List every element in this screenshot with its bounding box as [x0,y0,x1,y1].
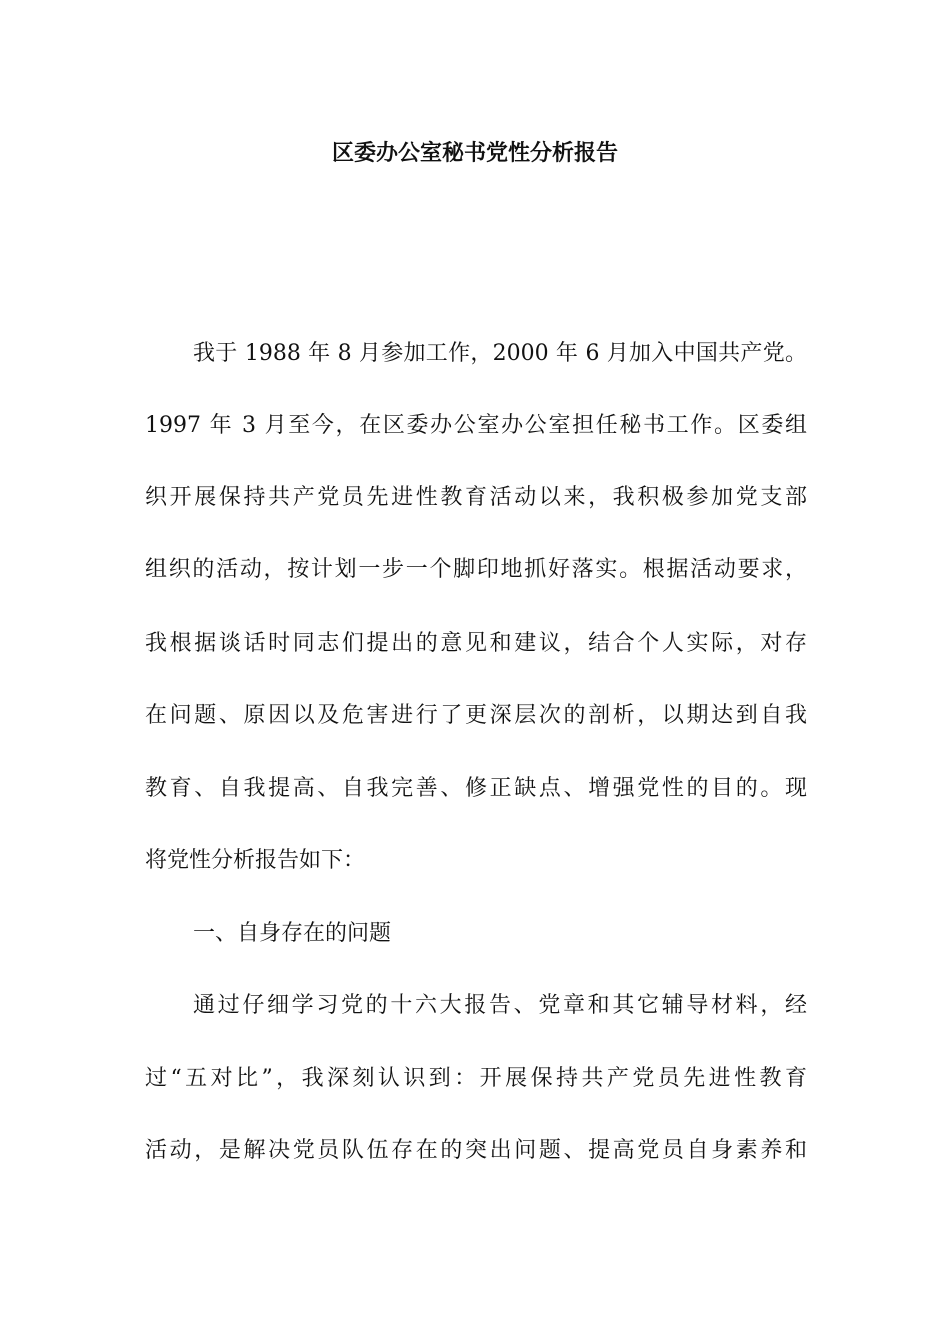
paragraph-line: 过“五对比”，我深刻认识到：开展保持共产党员先进性教育 [145,1066,807,1091]
paragraph-line: 1997 年 3 月至今，在区委办公室办公室担任秘书工作。区委组 [145,413,807,438]
paragraph-line: 织开展保持共产党员先进性教育活动以来，我积极参加党支部 [145,485,807,510]
document-title: 区委办公室秘书党性分析报告 [331,140,618,166]
paragraph-line: 我于 1988 年 8 月参加工作，2000 年 6 月加入中国共产党。 [193,341,807,366]
paragraph-line: 教育、自我提高、自我完善、修正缺点、增强党性的目的。现 [145,776,807,801]
paragraph-line: 通过仔细学习党的十六大报告、党章和其它辅导材料，经 [193,993,807,1018]
paragraph-line: 将党性分析报告如下： [145,848,366,873]
paragraph-line: 组织的活动，按计划一步一个脚印地抓好落实。根据活动要求， [145,557,807,582]
section-heading: 一、自身存在的问题 [193,921,392,946]
paragraph-line: 活动，是解决党员队伍存在的突出问题、提高党员自身素养和 [145,1138,807,1163]
paragraph-line: 我根据谈话时同志们提出的意见和建议，结合个人实际，对存 [145,631,807,656]
paragraph-line: 在问题、原因以及危害进行了更深层次的剖析，以期达到自我 [145,703,807,728]
